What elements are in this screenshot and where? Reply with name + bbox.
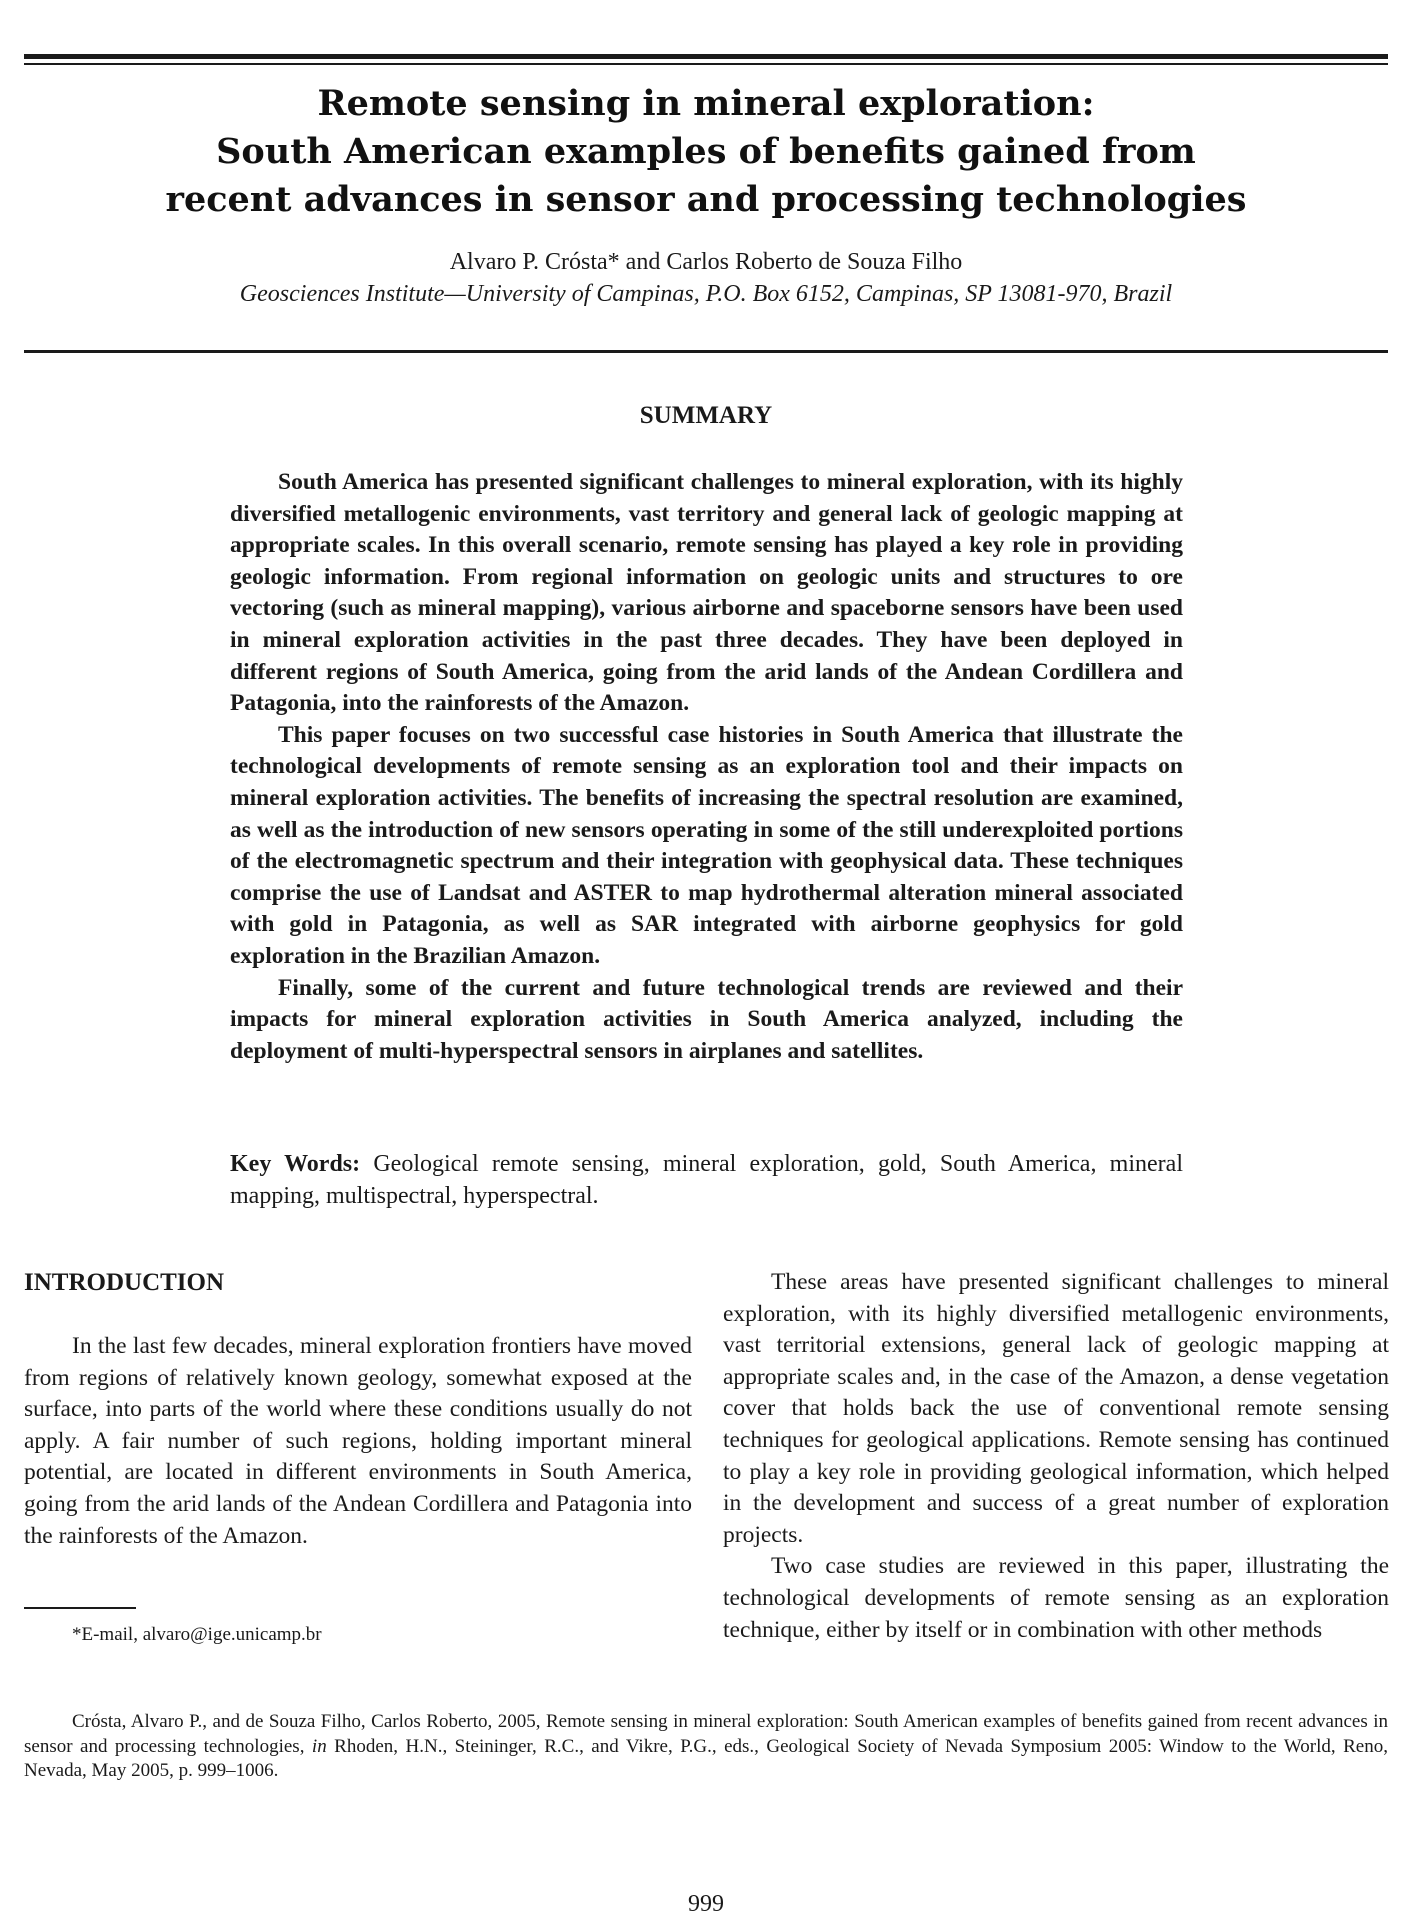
summary-body: [230, 467, 1183, 1067]
affiliation: Geosciences Institute—University of Campinas, P.O. Box 6152, Campinas, SP 13081-970, Brazil: [239, 281, 1173, 307]
keywords-text: Geological remote sensing, mineral exploration, gold, South America, mineral mapping, multispectral, hyperspectral.: [230, 1151, 1183, 1209]
summary-heading: SUMMARY: [639, 402, 773, 429]
citation-in-word: in: [311, 1735, 327, 1757]
page-number: 999: [688, 1891, 724, 1917]
intro-paragraph-2: These areas have presented significant challenges to mineral exploration, with its highly diversified metallogenic environments, vast territorial extensions, general lack of geologic mapping at appropriate scales and, in the case of the Amazon, a dense vegetation cover that holds back the use of conventional remote sensing techniques for geological applications. Remote sensing has continued to play a key role in providing geological information, which helped in the development and success of a great number of exploration projects.: [723, 1269, 1389, 1548]
summary-paragraph-2: This paper focuses on two successful case histories in South America that illustrate the technological developments of remote sensing as an exploration tool and their impacts on mineral exploration activities. The benefits of increasing the spectral resolution are examined, as well as the introduction of new sensors operating in some of the still underexploited portions of the electromagnetic spectrum and their integration with geophysical data. These techniques comprise the use of Landsat and ASTER to map hydrothermal alteration mineral associated with gold in Patagonia, as well as SAR integrated with airborne geophysics for gold exploration in the Brazilian Amazon.: [230, 721, 1183, 969]
authors: Alvaro P. Crósta* and Carlos Roberto de Souza Filho: [449, 249, 963, 275]
citation-source: Rhoden, H.N., Steininger, R.C., and Vikre, P.G., eds., Geological Society of Nevada Symposium 2005: Window to the World, Reno, Nevada, May 2005, p. 999–1006.: [24, 1735, 1388, 1781]
footnote-rule: [24, 1607, 136, 1609]
citation: [24, 1710, 1388, 1784]
title-line-3: recent advances in sensor and processing technologies: [165, 179, 1247, 220]
summary-paragraph-1: South America has presented significant challenges to mineral exploration, with its highly diversified metallogenic environments, vast territory and general lack of geologic mapping at appropriate scales. In this overall scenario, remote sensing has played a key role in providing geologic information. From regional information on geologic units and structures to ore vectoring (such as mineral mapping), various airborne and spaceborne sensors have been used in mineral exploration activities in the past three decades. They have been deployed in different regions of South America, going from the arid lands of the Andean Cordillera and Patagonia, into the rainforests of the Amazon.: [230, 469, 1183, 717]
intro-left-column: [24, 1331, 692, 1552]
summary-paragraph-3: Finally, some of the current and future technological trends are reviewed and their impacts for mineral exploration activities in South America analyzed, including the deployment of multi-hyperspectral sensors in airplanes and satellites.: [230, 974, 1183, 1064]
intro-right-column: [723, 1267, 1389, 1646]
keywords: [230, 1148, 1183, 1212]
intro-paragraph-3: Two case studies are reviewed in this paper, illustrating the technological developments of remote sensing as an exploration technique, either by itself or in combination with other methods: [723, 1553, 1389, 1643]
top-rule-thick: [24, 54, 1388, 59]
title-line-2: South American examples of benefits gained from: [216, 131, 1196, 172]
author-email-footnote: *E-mail, alvaro@ige.unicamp.br: [72, 1624, 322, 1645]
top-rule-thin: [24, 63, 1388, 65]
title-line-1: Remote sensing in mineral exploration:: [317, 83, 1095, 124]
keywords-label: Key Words:: [230, 1151, 361, 1177]
paper-title: [24, 80, 1388, 224]
citation-text: Crósta, Alvaro P., and de Souza Filho, Carlos Roberto, 2005, Remote sensing in mineral exploration: South American examples of benefits gained from recent advances in sensor and processing technologies,: [24, 1711, 1388, 1757]
intro-paragraph-1: In the last few decades, mineral exploration frontiers have moved from regions of relatively known geology, somewhat exposed at the surface, into parts of the world where these conditions usually do not apply. A fair number of such regions, holding important mineral potential, are located in different environments in South America, going from the arid lands of the Andean Cordillera and Patagonia into the rainforests of the Amazon.: [24, 1333, 692, 1549]
header-bottom-rule: [24, 350, 1388, 353]
introduction-heading: INTRODUCTION: [24, 1269, 225, 1296]
